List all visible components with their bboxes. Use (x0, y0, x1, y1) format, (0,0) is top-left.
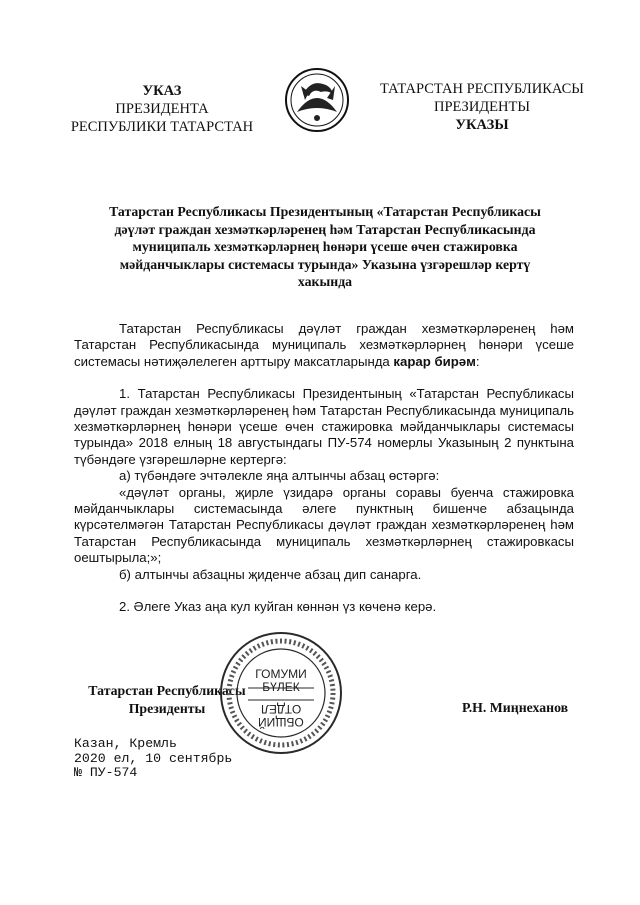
stamp-line4: ОБЩИЙ (258, 715, 304, 729)
signature-title-line1: Татарстан Республикасы (88, 683, 246, 698)
title-line: мәйданчыклары системасы турында» Указына үзгәрешләр кертү (119, 256, 531, 272)
header-left-line2: ПРЕЗИДЕНТА (115, 101, 209, 117)
title-line: муниципаль хезмәткәрләрнең һөнәри үсеше өчен стажировка (132, 239, 518, 254)
tatarstan-emblem-icon (283, 64, 351, 136)
decree-number: № ПУ-574 (74, 765, 138, 780)
header-left-line1: УКАЗ (142, 83, 182, 99)
office-stamp (218, 630, 344, 756)
preamble-paragraph (74, 321, 574, 370)
item-1b: б) алтынчы абзацны җиденче абзац дип санарга. (119, 566, 422, 582)
decree-body (74, 321, 574, 616)
title-line: хакында (297, 274, 353, 289)
header-right-line2: ПРЕЗИДЕНТЫ (433, 99, 531, 115)
title-line: Татарстан Республикасы Президентының «Татарстан Республикасы (109, 204, 541, 219)
header-right-block (362, 80, 602, 134)
header-left-line3: РЕСПУБЛИКИ ТАТАРСТАН (70, 119, 254, 135)
preamble-text: Татарстан Республикасы дәүләт граждан хезмәткәрләренең һәм Татарстан Республикасында муниципаль хезмәткәрләрнең һөнәри үсеше системасы нәтиҗәлелеген арттыру максатларында (74, 321, 574, 369)
place-line: Казан, Кремль (74, 736, 177, 751)
preamble-bold: карар бирәм (393, 353, 476, 369)
decree-title (80, 203, 570, 291)
signature-title-line2: Президенты (128, 701, 206, 716)
header-right-line1: ТАТАРСТАН РЕСПУБЛИКАСЫ (380, 81, 584, 97)
signatory-name: Р.Н. Миңнеханов (462, 700, 569, 715)
stamp-line1: ГОМУМИ (255, 667, 307, 681)
date-line: 2020 ел, 10 сентябрь (74, 750, 233, 766)
item-1: 1. Татарстан Республикасы Президентының «Татарстан Республикасы дәүләт граждан хезмәткәрләренең һәм Татарстан Республикасында муниципаль хезмәткәрләрнең һөнәри үсеше өчен стажировка мәйданчыклары системасы турында» 2018 елның 18 августындагы ПУ-574 номерлы Указының 2 пунктына түбәндәге үзгәрешләрне кертергә: (74, 386, 574, 467)
header-left-block (62, 82, 262, 136)
item-1a-quote: «дәүләт органы, җирле үзидарә органы соравы буенча стажировка мәйданчыклары системасында әлеге пунктның бишенче абзацында күрсәтелмәгән Татарстан Республикасы дәүләт граждан хезмәткәрләренең һәм Татарстан Республикасында муниципаль хезмәткәрләрнең стажировкасы оештырыла;»; (74, 484, 574, 566)
stamp-line3: ОТДЕЛ (260, 702, 302, 716)
title-line: дәүләт граждан хезмәткәрләренең һәм Татарстан Республикасында (114, 221, 536, 237)
item-1a: а) түбәндәге эчтәлекле яңа алтынчы абзац өстәргә: (119, 468, 440, 484)
header-right-line3: УКАЗЫ (455, 117, 509, 133)
item-2: 2. Әлеге Указ аңа кул куйган көннән үз көченә керә. (119, 599, 437, 615)
place-date-block (74, 737, 232, 781)
stamp-line2: БҮЛЕК (262, 680, 300, 694)
preamble-end: : (475, 353, 480, 369)
